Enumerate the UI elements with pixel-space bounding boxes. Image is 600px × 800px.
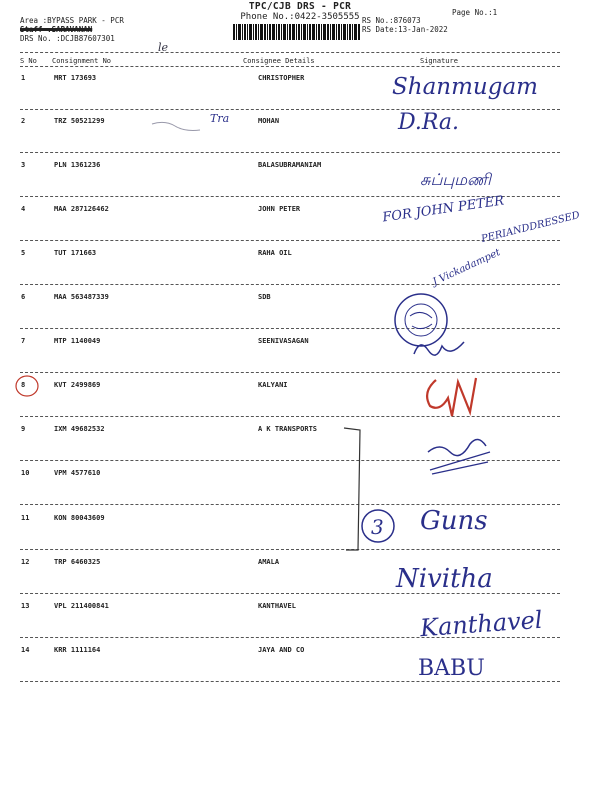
row-divider: [20, 549, 560, 550]
bracket-number: 3: [371, 515, 384, 539]
header-right: [362, 16, 448, 34]
signature-row-1: Shanmugam: [392, 74, 538, 100]
circle-mark-icon: [14, 372, 42, 400]
row-consignment: TRZ 50521299: [54, 117, 105, 125]
row-sno: 1: [21, 74, 26, 82]
rs-date: RS Date:13-Jan-2022: [362, 25, 448, 34]
rs-number: RS No.:876073: [362, 16, 421, 25]
row-divider: [20, 240, 560, 241]
row-sno: 12: [21, 558, 30, 566]
row-sno: 7: [21, 337, 26, 345]
col-consignee: Consignee Details: [243, 57, 315, 65]
row-sno: 10: [21, 469, 30, 477]
row-consignee: A K TRANSPORTS: [258, 425, 318, 433]
row-consignee: MOHAN: [258, 117, 280, 125]
row-sno: 6: [21, 293, 26, 301]
signature-row-4b: PERIANDDRESSED: [480, 209, 582, 246]
row-sno: 13: [21, 602, 30, 610]
row-divider: [20, 504, 560, 505]
staff-label: Staff :SARAVANAN: [20, 25, 93, 34]
row-consignee: CHRISTOPHER: [258, 74, 305, 82]
row-consignment: MAA 563487339: [54, 293, 109, 301]
row-consignee: JOHN PETER: [258, 205, 301, 213]
col-consignment: Consignment No: [52, 57, 112, 65]
row-sno: 11: [21, 514, 30, 522]
row-consignee: BALASUBRAMANIAM: [258, 161, 322, 169]
row-consignee: RAHA OIL: [258, 249, 292, 257]
row-divider: [20, 681, 560, 682]
row-consignment: PLN 1361236: [54, 161, 101, 169]
page-number: Page No.:1: [452, 8, 498, 17]
row-sno: 3: [21, 161, 26, 169]
col-sno: S No: [20, 57, 37, 65]
signature-row-13: Kanthavel: [419, 605, 544, 643]
barcode: [233, 24, 361, 40]
row-divider: [20, 152, 560, 153]
signature-row-4: FOR JOHN PETER: [381, 193, 505, 226]
area-label: Area :BYPASS PARK - PCR: [20, 16, 124, 25]
row-consignment: IXM 49682532: [54, 425, 105, 433]
signature-row-9-icon: [420, 422, 500, 482]
scribble-row-2: [150, 118, 205, 136]
row-consignment: KRR 1111164: [54, 646, 101, 654]
header-tick-text: le: [158, 41, 169, 54]
row-sno: 14: [21, 646, 30, 654]
signature-row-14: BABU: [418, 656, 485, 681]
row-consignment: KON 80043609: [54, 514, 105, 522]
row-consignment: TRP 6460325: [54, 558, 101, 566]
row-sno: 8: [21, 381, 26, 389]
row-divider: [20, 284, 560, 285]
signature-row-7-icon: [410, 332, 470, 362]
row-consignee: JAYA AND CO: [258, 646, 305, 654]
signature-row-8-icon: [418, 372, 488, 422]
row-sno: 2: [21, 117, 26, 125]
bracket-circle-icon: [356, 504, 404, 552]
row-consignment: MRT 173693: [54, 74, 97, 82]
divider-header: [20, 66, 560, 67]
row-consignee: KANTHAVEL: [258, 602, 296, 610]
signature-row-5: J Vickadampet: [431, 247, 503, 288]
row-consignee: SDB: [258, 293, 271, 301]
signature-row-12: Nivitha: [396, 564, 493, 594]
signature-row-2: D.Ra.: [398, 110, 460, 135]
row-sno: 5: [21, 249, 26, 257]
document-title: TPC/CJB DRS - PCR: [248, 1, 352, 12]
row-consignment: TUT 171663: [54, 249, 97, 257]
signature-row-3: சுப்புமணி: [420, 170, 491, 189]
divider-top: [20, 52, 560, 53]
row-consignment: VPL 211400841: [54, 602, 109, 610]
row-consignee: SEENIVASAGAN: [258, 337, 309, 345]
drs-number: DRS No. :DCJB87607301: [20, 34, 115, 43]
row-divider: [20, 328, 560, 329]
signature-row-11: Guns: [420, 506, 488, 536]
row-consignment: MTP 1140049: [54, 337, 101, 345]
row-consignment: KVT 2499869: [54, 381, 101, 389]
note-row-2: Tra: [210, 112, 230, 125]
row-sno: 4: [21, 205, 26, 213]
row-consignment: VPM 4577610: [54, 469, 101, 477]
row-consignment: MAA 287126462: [54, 205, 109, 213]
row-consignee: KALYANI: [258, 381, 288, 389]
row-consignee: AMALA: [258, 558, 280, 566]
col-signature: Signature: [420, 57, 458, 65]
row-divider: [20, 109, 560, 110]
header-left: [20, 16, 124, 43]
phone-number: Phone No.:0422-3505555: [240, 12, 360, 22]
row-sno: 9: [21, 425, 26, 433]
